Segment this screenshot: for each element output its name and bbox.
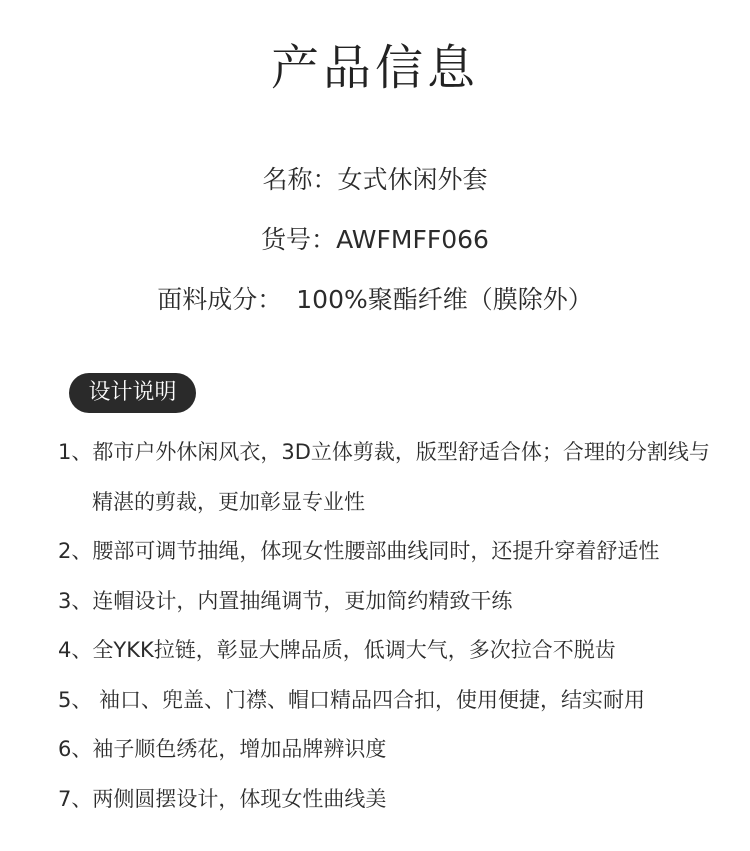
design-notes-badge: 设计说明 — [69, 373, 196, 413]
product-code-value: AWFMFF066 — [336, 225, 489, 254]
product-code-line — [0, 223, 750, 257]
design-note-item: 3、连帽设计，内置抽绳调节，更加简约精致干练 — [58, 588, 513, 613]
design-note-item: 6、袖子顺色绣花，增加品牌辨识度 — [58, 737, 387, 761]
product-code-label: 货号： — [261, 225, 337, 254]
product-name-value: 女式休闲外套 — [337, 165, 488, 194]
product-name-label: 名称： — [262, 165, 338, 194]
page-title: 产品信息 — [270, 40, 479, 96]
fabric-value: 100%聚酯纤维（膜除外） — [296, 285, 593, 314]
fabric-label: 面料成分： — [157, 285, 283, 314]
product-name-line — [0, 163, 750, 197]
design-note-item: 5、 袖口、兜盖、门襟、帽口精品四合扣，使用便捷，结实耐用 — [58, 687, 646, 712]
design-note-item: 2、腰部可调节抽绳，体现女性腰部曲线同时，还提升穿着舒适性 — [58, 539, 660, 563]
design-notes-list — [58, 428, 728, 824]
design-note-item: 4、全YKK拉链，彰显大牌品质，低调大气，多次拉合不脱齿 — [58, 638, 616, 662]
design-note-item: 1、都市户外休闲风衣，3D立体剪裁，版型舒适合体；合理的分割线与精湛的剪裁，更加彰显专业性 — [58, 440, 710, 514]
design-note-item: 7、两侧圆摆设计，体现女性曲线美 — [58, 786, 387, 811]
fabric-composition-line — [0, 283, 750, 317]
